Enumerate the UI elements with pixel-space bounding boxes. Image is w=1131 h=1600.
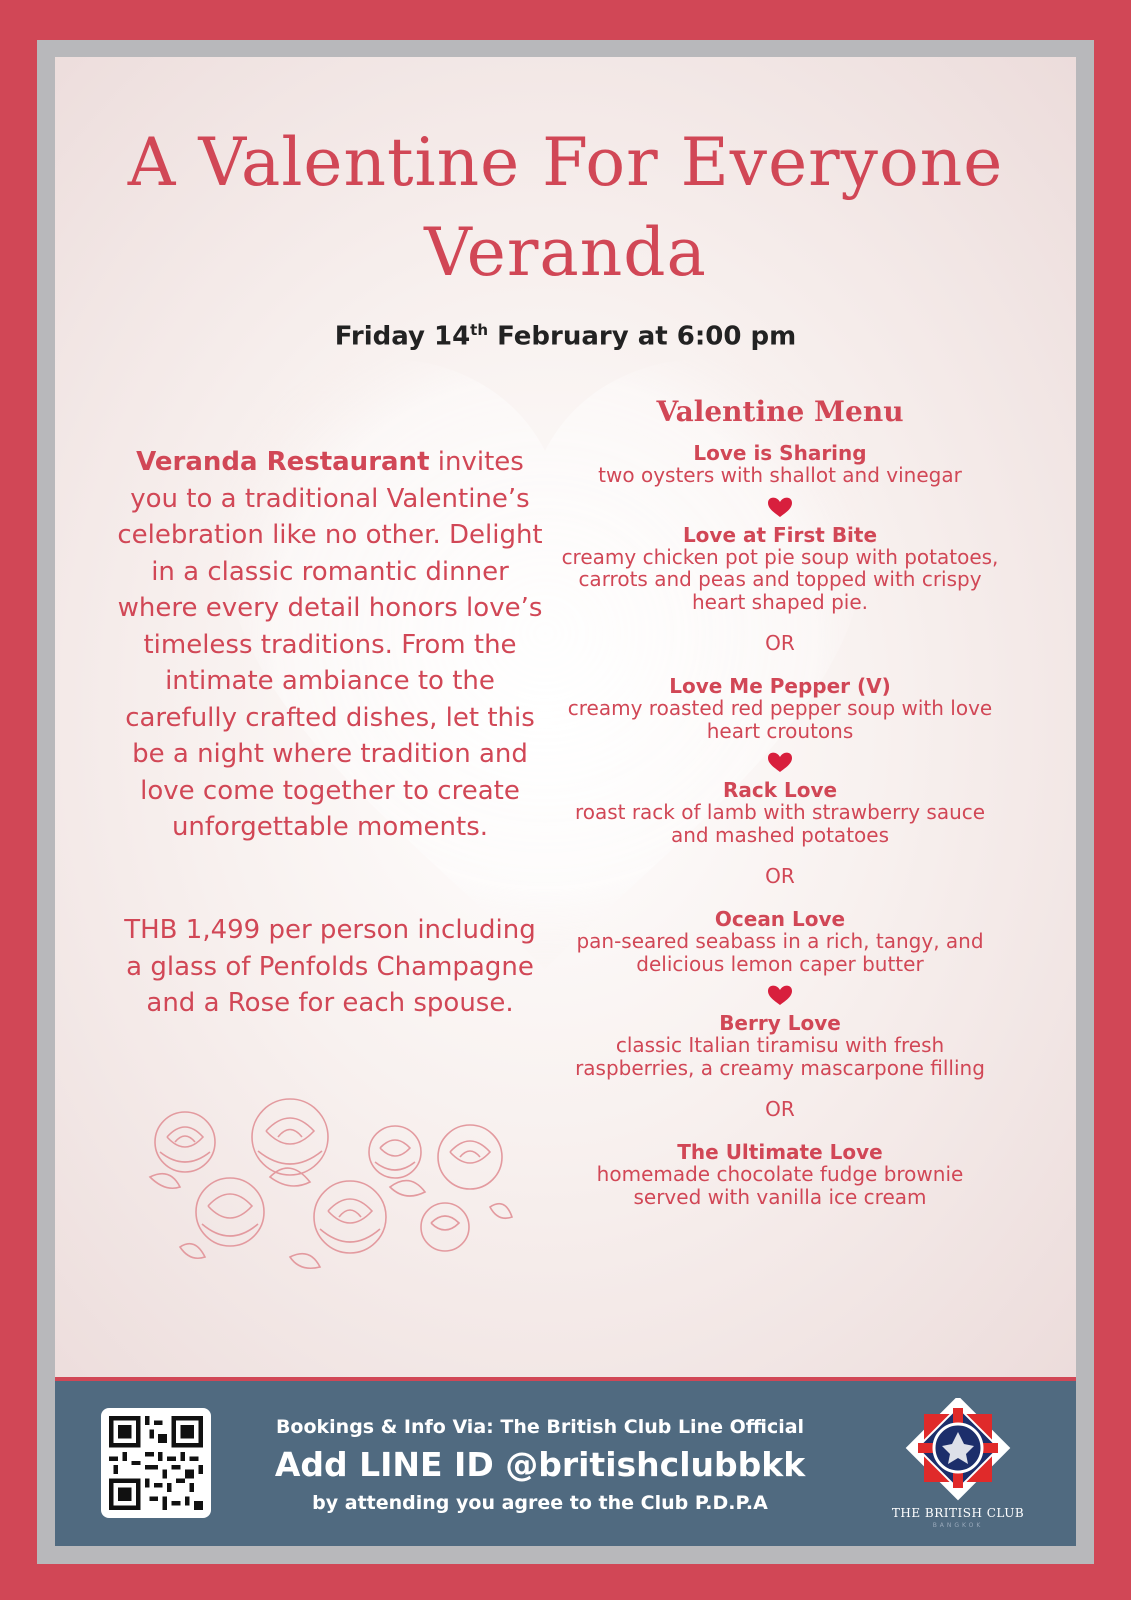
course-name: Ocean Love: [714, 907, 846, 931]
menu-item: [560, 524, 1000, 614]
course-description: roast rack of lamb with strawberry sauce and mashed potatoes: [574, 800, 986, 847]
heart-icon: [767, 751, 793, 773]
date-day: Friday 14: [334, 321, 471, 352]
qr-code-icon[interactable]: [101, 1408, 211, 1518]
pdpa-notice: by attending you agree to the Club P.D.P.A: [312, 1492, 768, 1514]
club-name: THE BRITISH CLUB: [891, 1506, 1025, 1520]
rose-illustration-icon: [140, 1097, 520, 1277]
course-name: Rack Love: [722, 778, 838, 802]
menu-item: [560, 675, 1000, 742]
menu-item: [560, 442, 1000, 487]
date-suffix: th: [470, 321, 489, 339]
british-club-logo: [888, 1398, 1028, 1538]
course-name: The Ultimate Love: [677, 1140, 883, 1164]
menu-item: [560, 1012, 1000, 1079]
course-description: homemade chocolate fudge brownie served with vanilla ice cream: [596, 1162, 964, 1209]
course-description: creamy chicken pot pie soup with potatoes, carrots and peas and topped with crispy heart shaped pie.: [561, 544, 999, 614]
or-separator: OR: [765, 631, 795, 655]
event-date: [55, 321, 1076, 352]
course-name: Love is Sharing: [693, 441, 867, 465]
course-description: two oysters with shallot and vinegar: [598, 463, 962, 487]
booking-info: Bookings & Info Via: The British Club Line Official: [275, 1416, 805, 1438]
course-name: Berry Love: [719, 1011, 841, 1035]
course-description: creamy roasted red pepper soup with love heart croutons: [567, 696, 993, 743]
course-description: pan-seared seabass in a rich, tangy, and delicious lemon caper butter: [576, 929, 984, 976]
date-month-time: February at 6:00 pm: [488, 321, 797, 352]
or-separator: OR: [765, 1097, 795, 1121]
menu-item: [560, 908, 1000, 975]
menu-item: [560, 779, 1000, 846]
page-title-line2: Veranda: [424, 214, 707, 291]
intro-paragraph: [115, 444, 545, 846]
or-separator: OR: [765, 864, 795, 888]
heart-icon: [767, 984, 793, 1006]
course-name: Love Me Pepper (V): [669, 674, 891, 698]
club-crest-icon: [888, 1398, 1028, 1506]
club-location: BANGKOK: [932, 1522, 984, 1529]
booking-footer: [55, 1377, 1076, 1546]
valentine-menu: [560, 387, 1000, 1208]
course-name: Love at First Bite: [682, 522, 878, 547]
menu-item: [560, 1141, 1000, 1208]
restaurant-name: Veranda Restaurant: [136, 447, 430, 477]
heart-icon: [767, 496, 793, 518]
page-title-line1: A Valentine For Everyone: [127, 124, 1004, 201]
poster-content: [55, 57, 1076, 1377]
line-id[interactable]: Add LINE ID @britishclubbkk: [274, 1445, 806, 1484]
menu-title: Valentine Menu: [656, 395, 904, 428]
intro-text: invites you to a traditional Valentine’s celebration like no other. Delight in a classic romantic dinner where every detail honors love’s timeless traditions. From the intimate ambiance to the carefully crafted dishes, let this be a night where tradition and love come together to create unforgettable moments.: [117, 447, 543, 842]
course-description: classic Italian tiramisu with fresh raspberries, a creamy mascarpone filling: [575, 1033, 985, 1080]
price-info: THB 1,499 per person including a glass of Penfolds Champagne and a Rose for each spouse.: [124, 915, 536, 1018]
